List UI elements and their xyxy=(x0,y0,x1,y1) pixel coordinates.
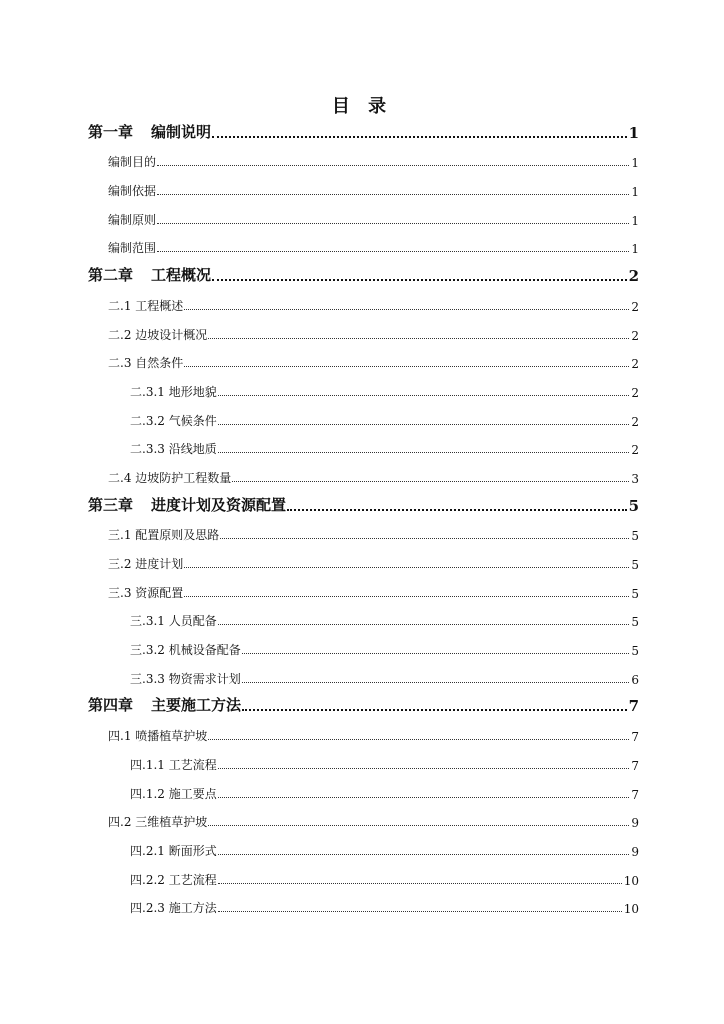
toc-dot-leader xyxy=(242,709,627,711)
toc-title: 目 录 xyxy=(331,96,393,117)
toc-dot-leader xyxy=(208,338,629,339)
toc-chapter-title: 工程概况 xyxy=(151,266,212,285)
toc-dot-leader xyxy=(184,567,629,568)
toc-entry-title: 三.1 配置原则及思路 xyxy=(108,528,220,543)
toc-page-number: 9 xyxy=(631,816,639,831)
toc-section-entry[interactable] xyxy=(88,460,639,489)
toc-chapter-entry[interactable] xyxy=(88,489,639,518)
toc-page-number: 2 xyxy=(631,328,639,343)
toc-dot-leader xyxy=(184,309,629,310)
toc-dot-leader xyxy=(212,136,627,138)
toc-page-number: 5 xyxy=(628,496,639,515)
toc-section-entry[interactable] xyxy=(88,518,639,547)
toc-entry-title: 编制范围 xyxy=(108,241,157,256)
toc-chapter-number: 第四章 xyxy=(88,696,134,715)
toc-dot-leader xyxy=(218,854,630,855)
toc-subsection-entry[interactable] xyxy=(88,374,639,403)
toc-chapter-title: 编制说明 xyxy=(151,122,212,141)
toc-entry-title xyxy=(88,121,211,145)
toc-subsection-entry[interactable] xyxy=(88,432,639,461)
toc-entry-title: 三.3.3 物资需求计划 xyxy=(130,671,241,686)
toc-section-entry[interactable] xyxy=(88,346,639,375)
toc-entry-title: 四.2.2 工艺流程 xyxy=(130,872,217,887)
toc-page-number: 9 xyxy=(631,844,639,859)
toc-page-number: 7 xyxy=(631,730,639,745)
toc-subsection-entry[interactable] xyxy=(88,403,639,432)
toc-page-number: 6 xyxy=(631,672,639,687)
toc-dot-leader xyxy=(208,739,629,740)
toc-subsection-entry[interactable] xyxy=(88,632,639,661)
toc-page-number: 2 xyxy=(631,443,639,458)
toc-entry-title: 四.1.2 施工要点 xyxy=(130,786,217,801)
toc-dot-leader xyxy=(218,797,630,798)
toc-subsection-entry[interactable] xyxy=(88,661,639,690)
toc-page-number: 7 xyxy=(628,697,639,716)
toc-page-number: 1 xyxy=(631,185,639,200)
toc-entry-title: 三.3.1 人员配备 xyxy=(130,614,217,629)
toc-chapter-entry[interactable] xyxy=(88,690,639,719)
toc-dot-leader xyxy=(232,481,629,482)
toc-dot-leader xyxy=(157,194,629,195)
toc-section-entry[interactable] xyxy=(88,718,639,747)
toc-entry-title: 二.3.3 沿线地质 xyxy=(130,442,217,457)
toc-entry-title: 编制目的 xyxy=(108,155,157,170)
toc-entry-title: 二.2 边坡设计概况 xyxy=(108,327,208,342)
toc-dot-leader xyxy=(218,911,622,912)
toc-subsection-entry[interactable] xyxy=(88,833,639,862)
toc-chapter-entry[interactable] xyxy=(88,259,639,288)
toc-page-number: 1 xyxy=(631,156,639,171)
toc-dot-leader xyxy=(184,366,629,367)
toc-entry-title: 二.1 工程概述 xyxy=(108,298,184,313)
toc-chapter-title: 主要施工方法 xyxy=(151,696,242,715)
toc-dot-leader xyxy=(184,596,629,597)
toc-chapter-number: 第一章 xyxy=(88,122,134,141)
toc-chapter-number: 第三章 xyxy=(88,495,134,514)
toc-entry-title: 四.2.3 施工方法 xyxy=(130,901,217,916)
toc-entry-title: 三.3 资源配置 xyxy=(108,585,184,600)
toc-section-entry[interactable] xyxy=(88,231,639,260)
toc-page-number: 5 xyxy=(631,529,639,544)
toc-page-number: 3 xyxy=(631,471,639,486)
toc-dot-leader xyxy=(208,825,629,826)
toc-section-entry[interactable] xyxy=(88,173,639,202)
toc-dot-leader xyxy=(157,165,629,166)
toc-page-number: 1 xyxy=(628,123,639,142)
toc-entry-title: 二.3.1 地形地貌 xyxy=(130,384,217,399)
toc-page-number: 5 xyxy=(631,644,639,659)
toc-dot-leader xyxy=(220,538,629,539)
toc-entry-title xyxy=(88,264,211,288)
toc-dot-leader xyxy=(157,251,629,252)
toc-chapter-title: 进度计划及资源配置 xyxy=(151,495,287,514)
toc-entry-title: 三.2 进度计划 xyxy=(108,557,184,571)
toc-dot-leader xyxy=(212,279,627,281)
toc-chapter-number: 第二章 xyxy=(88,266,134,285)
toc-page-number: 10 xyxy=(623,902,639,917)
toc-dot-leader xyxy=(218,395,630,396)
toc-page-number: 2 xyxy=(631,385,639,400)
toc-entry-title: 三.3.2 机械设备配备 xyxy=(130,643,241,658)
toc-page-number: 5 xyxy=(631,615,639,630)
toc-section-entry[interactable] xyxy=(88,317,639,346)
toc-list xyxy=(88,116,639,919)
toc-entry-title: 二.4 边坡防护工程数量 xyxy=(108,470,232,485)
toc-page-number: 2 xyxy=(631,414,639,429)
toc-section-entry[interactable] xyxy=(88,575,639,604)
toc-subsection-entry[interactable] xyxy=(88,604,639,633)
toc-page-number: 7 xyxy=(631,787,639,802)
toc-entry-title: 二.3 自然条件 xyxy=(108,356,184,371)
toc-section-entry[interactable] xyxy=(88,805,639,834)
toc-entry-title xyxy=(88,694,241,718)
toc-page-number: 2 xyxy=(631,357,639,372)
toc-dot-leader xyxy=(242,653,630,654)
toc-dot-leader xyxy=(218,452,630,453)
toc-page-number: 5 xyxy=(631,558,639,572)
toc-dot-leader xyxy=(218,768,630,769)
toc-page-number: 2 xyxy=(631,299,639,314)
toc-entry-title: 四.2 三维植草护坡 xyxy=(108,815,208,830)
toc-section-entry[interactable] xyxy=(88,546,639,575)
toc-dot-leader xyxy=(218,424,630,425)
toc-page-number: 7 xyxy=(631,758,639,773)
toc-entry-title xyxy=(88,494,286,518)
toc-chapter-entry[interactable] xyxy=(88,116,639,145)
toc-entry-title: 四.1 喷播植草护坡 xyxy=(108,729,208,744)
toc-entry-title: 四.2.1 断面形式 xyxy=(130,843,217,858)
toc-section-entry[interactable] xyxy=(88,288,639,317)
toc-section-entry[interactable] xyxy=(88,202,639,231)
toc-entry-title: 二.3.2 气候条件 xyxy=(130,413,217,428)
toc-entry-title: 编制依据 xyxy=(108,184,157,199)
toc-page-number: 10 xyxy=(623,873,639,888)
toc-entry-title: 四.1.1 工艺流程 xyxy=(130,757,217,772)
toc-dot-leader xyxy=(218,624,630,625)
toc-dot-leader xyxy=(157,223,629,224)
toc-section-entry[interactable] xyxy=(88,145,639,174)
toc-subsection-entry[interactable] xyxy=(88,747,639,776)
toc-subsection-entry[interactable] xyxy=(88,891,639,920)
toc-subsection-entry[interactable] xyxy=(88,776,639,805)
toc-dot-leader xyxy=(242,682,630,683)
toc-page-number: 1 xyxy=(631,242,639,257)
toc-page-number: 2 xyxy=(628,267,639,286)
toc-dot-leader xyxy=(218,883,622,884)
toc-dot-leader xyxy=(287,509,627,511)
toc-entry-title: 编制原则 xyxy=(108,212,157,227)
toc-page-number: 5 xyxy=(631,586,639,601)
toc-page-number: 1 xyxy=(631,213,639,228)
toc-subsection-entry[interactable] xyxy=(88,862,639,891)
